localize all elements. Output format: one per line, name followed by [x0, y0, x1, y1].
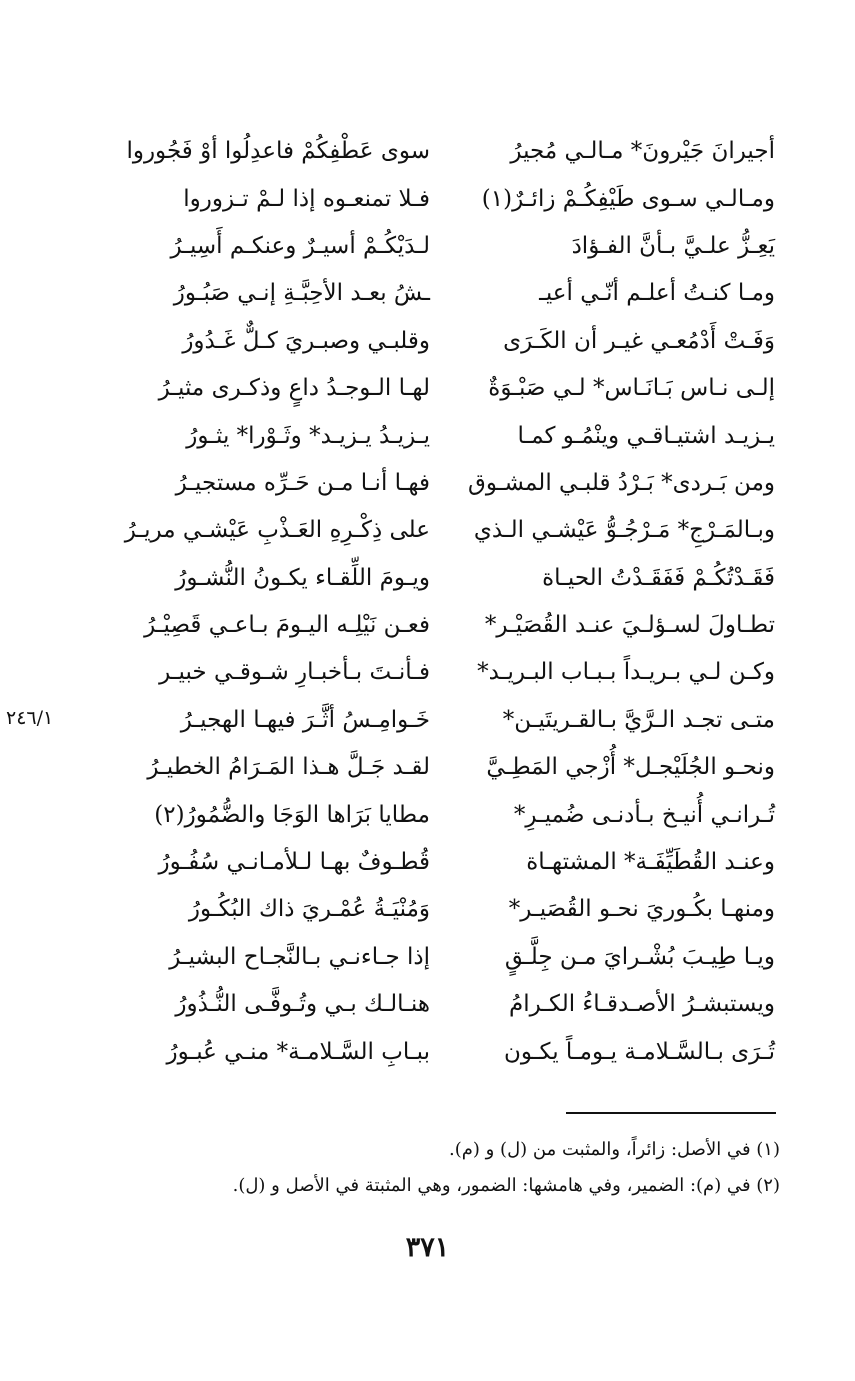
hemistich-second: سوى عَطْفِكُمْ فاعدِلُوا أوْ فَجُوروا [126, 138, 430, 165]
verse-row [95, 223, 775, 270]
verse-row [95, 128, 775, 175]
manuscript-folio-reference: ٢٤٦/١ [6, 707, 54, 729]
hemistich-first: تُـرَى بـالسَّـلامـة يـومـاً يكـون [504, 1038, 775, 1065]
hemistich-first: تطـاولَ لسـؤلـيَ عنـد القُصَيْـر* [484, 612, 775, 639]
hemistich-first: متـى تجـد الـرَّيَّ بـالقـريتَيـن* [502, 706, 775, 733]
footnotes [120, 1132, 780, 1204]
hemistich-first: ونحـو الجُلَيْجـل* أُزْجي المَطِـيَّ [486, 754, 775, 781]
hemistich-first: ويستبشـرُ الأصـدقـاءُ الكـرامُ [508, 991, 775, 1018]
hemistich-second: يـزيـدُ يـزيـد* وثَـوْرا* يثـورُ [186, 422, 430, 449]
verse-row [95, 507, 775, 554]
verse-row [95, 318, 775, 365]
hemistich-second: وَمُنْيَـةُ عُمْـريَ ذاك البُكُـورُ [188, 896, 430, 923]
hemistich-first: وبـالمَـرْجِ* مَـرْجُـوُّ عَيْشـي الـذي [473, 517, 775, 544]
footnote-2: (٢) في (م): الضمير، وفي هامشها: الضمور، وهي المثبتة في الأصل و (ل). [232, 1175, 780, 1196]
verse-row [95, 697, 775, 744]
poem [95, 128, 775, 1076]
verse-row [95, 1028, 775, 1075]
hemistich-first: ومنهـا بكُـوريَ نحـو القُصَيـر* [508, 896, 775, 923]
hemistich-second: وقلبـي وصبـريَ كـلٌّ غَـدُورُ [182, 327, 430, 354]
hemistich-second: ببـابِ السَّـلامـة* منـي عُبـورُ [166, 1038, 430, 1065]
verse-row [95, 365, 775, 412]
hemistich-second: لقـد جَـلَّ هـذا المَـرَامُ الخطيـرُ [147, 754, 430, 781]
hemistich-first: وَفَـتْ أَدْمُعـي غيـر أن الكَـرَى [503, 327, 775, 354]
hemistich-first: ومن بَـردى* بَـرْدُ قلبـي المشـوق [468, 469, 775, 496]
verse-row [95, 460, 775, 507]
verse-row [95, 602, 775, 649]
hemistich-first: يَعِـزُّ علـيَّ بـأنَّ الفـؤادَ [571, 232, 775, 259]
hemistich-first: وعنـد القُطَيِّفَـة* المشتهـاة [526, 849, 775, 876]
hemistich-second: فهـا أنـا مـن حَـرِّه مستجيـرُ [175, 469, 430, 496]
verse-row [95, 555, 775, 602]
hemistich-first: تُـرانـي أُنيـخ بـأدنـى ضُميـرِ* [513, 801, 775, 828]
hemistich-second: ـشُ بعـد الأحِبَّـةِ إنـي صَبُـورُ [173, 280, 430, 307]
hemistich-first: إلـى نـاس بَـانَـاس* لـي صَبْـوَةٌ [488, 375, 775, 402]
hemistich-second: هنـالـك بـي وتُـوفَّـى النُّـذُورُ [175, 991, 430, 1018]
verse-row [95, 981, 775, 1028]
hemistich-second: لهـا الـوجـدُ داعٍ وذكـرى مثيـرُ [158, 375, 430, 402]
hemistich-first: ومـا كنـتُ أعلـم أنّـي أعيـ [539, 280, 775, 307]
verse-row [95, 934, 775, 981]
footnote-1: (١) في الأصل: زائراً، والمثبت من (ل) و (م). [449, 1139, 780, 1160]
hemistich-first: وكـن لـي بـريـداً بـبـاب البـريـد* [477, 659, 775, 686]
hemistich-first: ويـا طِيـبَ بُشْـرايَ مـن جِلَّـقٍ [504, 943, 775, 970]
hemistich-first: ومـالـي سـوى طَيْفِكُـمْ زائـرٌ(١) [481, 185, 775, 212]
hemistich-second: ويـومَ اللِّقـاء يكـونُ النُّشـورُ [175, 564, 430, 591]
hemistich-first: يـزيـد اشتيـاقـي وينْمُـو كمـا [517, 422, 775, 449]
page-number: ٣٧١ [405, 1232, 450, 1263]
verse-row [95, 839, 775, 886]
verse-row [95, 412, 775, 459]
hemistich-first: فَقَـدْتُكُـمْ فَفَقَـدْتُ الحيـاة [542, 564, 775, 591]
verse-row [95, 886, 775, 933]
footnote-separator [566, 1112, 776, 1114]
hemistich-second: فـأنـتَ بـأخبـارِ شـوقـي خبيـر [159, 659, 430, 686]
hemistich-first: أجيرانَ جَيْرونَ* مـالـي مُجيرُ [510, 138, 775, 165]
hemistich-second: على ذِكْـرِهِ العَـذْبِ عَيْشـي مريـرُ [124, 517, 430, 544]
hemistich-second: فعـن نَيْلِـه اليـومَ بـاعـي قَصِيْـرُ [144, 612, 430, 639]
verse-row [95, 175, 775, 222]
hemistich-second: فـلا تمنعـوه إذا لـمْ تـزوروا [183, 185, 430, 212]
hemistich-second: لـدَيْكُـمْ أسيـرٌ وعنكـم أَسِيـرُ [170, 232, 430, 259]
verse-row [95, 791, 775, 838]
verse-row [95, 649, 775, 696]
verse-row [95, 270, 775, 317]
hemistich-second: إذا جـاءنـي بـالنَّجـاح البشيـرُ [169, 943, 430, 970]
hemistich-second: قُطـوفٌ بهـا لـلأمـانـي سُفُـورُ [158, 849, 430, 876]
hemistich-second: خَـوامِـسُ أثَّـرَ فيهـا الهجيـرُ [180, 706, 430, 733]
hemistich-second: مطايا بَرَاها الوَجَا والضُّمُورُ(٢) [154, 801, 430, 828]
verse-row [95, 744, 775, 791]
